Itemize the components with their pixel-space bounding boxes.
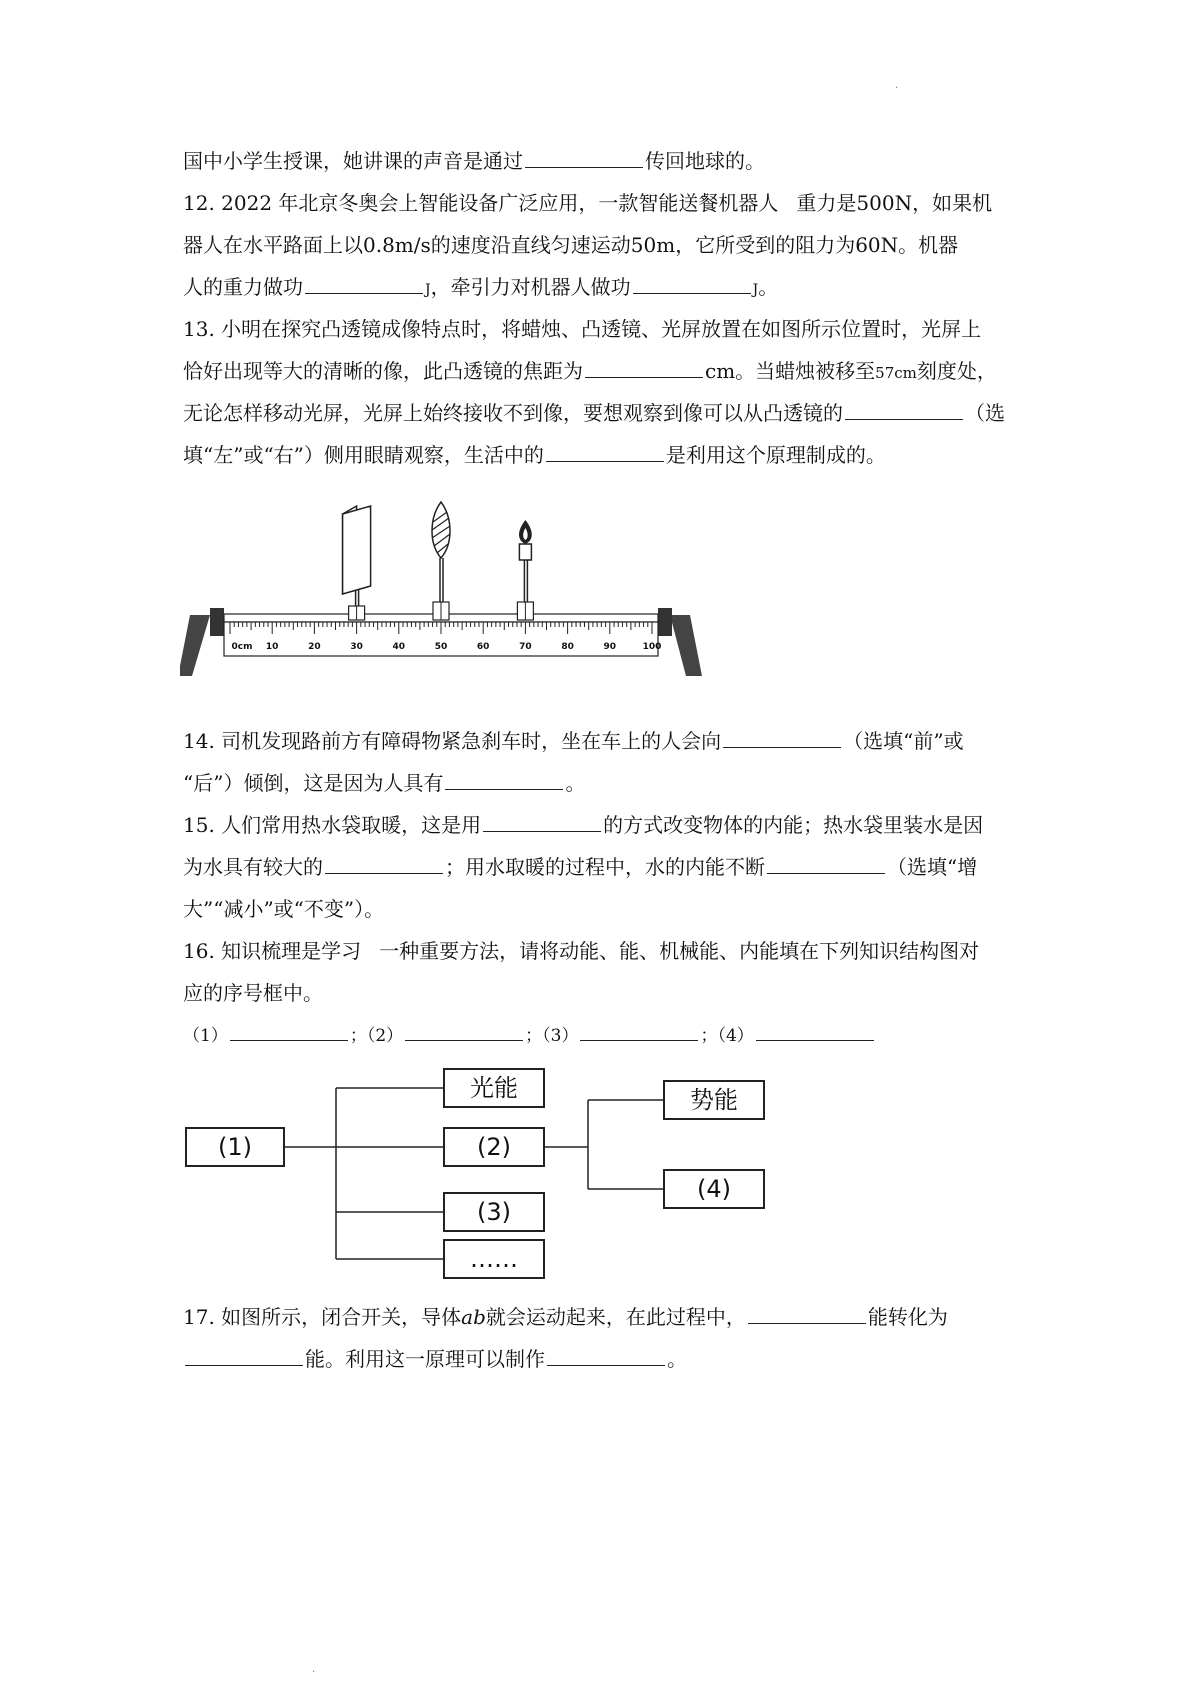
q12-blank-1[interactable] (305, 273, 423, 294)
q16-blank-4[interactable] (756, 1020, 874, 1041)
tree-sub-label-1: 势能 (690, 1086, 738, 1114)
right-end-block (658, 608, 672, 636)
q15-blank-3[interactable] (767, 853, 885, 874)
q17-line-1: 17. 如图所示，闭合开关，导体ab就会运动起来，在此过程中， 能转化为 (183, 1305, 948, 1329)
q17-blank-2[interactable] (185, 1345, 303, 1366)
scale-tick-label: 0cm (231, 642, 253, 652)
q15-blank-2[interactable] (325, 853, 443, 874)
q15-line-2: 为水具有较大的 ；用水取暖的过程中，水的内能不断 （选填“增 (183, 855, 978, 879)
q12-blank-2[interactable] (633, 273, 751, 294)
scale-tick-label: 20 (308, 642, 321, 652)
knowledge-structure-diagram (180, 1060, 780, 1300)
force-value: 60N (855, 233, 899, 257)
weight-value: 500N (856, 191, 913, 215)
scale-tick-label: 90 (603, 642, 617, 652)
conductor-ab: ab (461, 1305, 486, 1329)
q16-blank-3[interactable] (580, 1020, 698, 1041)
q15-line-1: 15. 人们常用热水袋取暖，这是用 的方式改变物体的内能；热水袋里装水是因 (183, 813, 984, 837)
scale-tick-label: 60 (476, 642, 490, 652)
q16-answer-line: （1） ；（2） ；（3） ；（4） (183, 1020, 1043, 1051)
tree-child-label-4: …… (470, 1245, 518, 1273)
light-screen (343, 506, 371, 620)
right-leg (670, 615, 702, 676)
scale-tick-label: 80 (561, 642, 574, 652)
q13-blank-3[interactable] (546, 441, 664, 462)
q16-blank-1[interactable] (230, 1020, 348, 1041)
q17-blank-3[interactable] (547, 1345, 665, 1366)
convex-lens (432, 502, 450, 620)
distance-value: 50m (630, 233, 676, 257)
q12-line-3: 人的重力做功 J，牵引力对机器人做功 J。 (183, 275, 779, 299)
q14-blank-1[interactable] (723, 727, 841, 748)
q13-line-4: 填“左”或“右”）侧用眼睛观察，生活中的 是利用这个原理制成的。 (183, 443, 886, 467)
q13-line-2: 恰好出现等大的清晰的像，此凸透镜的焦距为 cm。当蜡烛被移至57cm刻度处， (183, 359, 997, 383)
tree-sub-label-2: (4) (697, 1175, 731, 1203)
tree-connectors (284, 1088, 664, 1259)
q14-line-1: 14. 司机发现路前方有障碍物紧急刹车时，坐在车上的人会向 （选填“前”或 (183, 729, 964, 753)
q16-line-2: 应的序号框中。 (183, 981, 323, 1005)
tree-child-label-3: (3) (477, 1198, 511, 1226)
q14-blank-2[interactable] (445, 769, 563, 790)
q13-blank-2[interactable] (845, 399, 963, 420)
q13-line-1: 13. 小明在探究凸透镜成像特点时，将蜡烛、凸透镜、光屏放置在如图所示位置时，光屏上 (183, 317, 982, 341)
q11-blank[interactable] (525, 147, 643, 168)
q16-blank-2[interactable] (405, 1020, 523, 1041)
tree-child-label-1: 光能 (470, 1074, 518, 1102)
q11-line: 国中小学生授课，她讲课的声音是通过 传回地球的。 (183, 149, 765, 173)
q12-line-1: 12. 2022 年北京冬奥会上智能设备广泛应用，一款智能送餐机器人 重力是500N，如果机 (183, 191, 993, 215)
scale-tick-label: 30 (350, 642, 363, 652)
q16-line-1: 16. 知识梳理是学习 一种重要方法，请将动能、能、机械能、内能填在下列知识结构图对 (183, 939, 980, 963)
left-end-block (210, 608, 224, 636)
q17-line-2: 能。利用这一原理可以制作 。 (183, 1344, 1043, 1374)
scan-dot-bottom: . (312, 1664, 316, 1675)
tree-child-label-2: (2) (477, 1133, 511, 1161)
position-value: 57cm (875, 364, 917, 382)
q13-blank-1[interactable] (585, 357, 703, 378)
tree-root-label: (1) (218, 1133, 252, 1161)
scale-tick-label: 100 (642, 642, 662, 652)
scale-tick-label: 10 (265, 642, 279, 652)
q15-blank-1[interactable] (483, 811, 601, 832)
scan-dot: . (895, 80, 899, 91)
speed-value: 0.8m/s (363, 233, 431, 257)
scale-tick-label: 40 (392, 642, 406, 652)
q15-line-3: 大”“减小”或“不变”）。 (183, 897, 385, 921)
left-leg (180, 615, 210, 676)
q14-line-2: “后”）倾倒，这是因为人具有 。 (183, 771, 586, 795)
q17-blank-1[interactable] (748, 1303, 866, 1324)
q12-line-2: 器人在水平路面上以0.8m/s的速度沿直线匀速运动50m，它所受到的阻力为60N。机器 (183, 233, 959, 257)
scale-tick-label: 70 (519, 642, 532, 652)
candle (517, 520, 533, 620)
q13-line-3: 无论怎样移动光屏，光屏上始终接收不到像，要想观察到像可以从凸透镜的 （选 (183, 401, 1005, 425)
optical-bench-figure (180, 480, 710, 680)
scale-tick-label: 50 (434, 642, 448, 652)
